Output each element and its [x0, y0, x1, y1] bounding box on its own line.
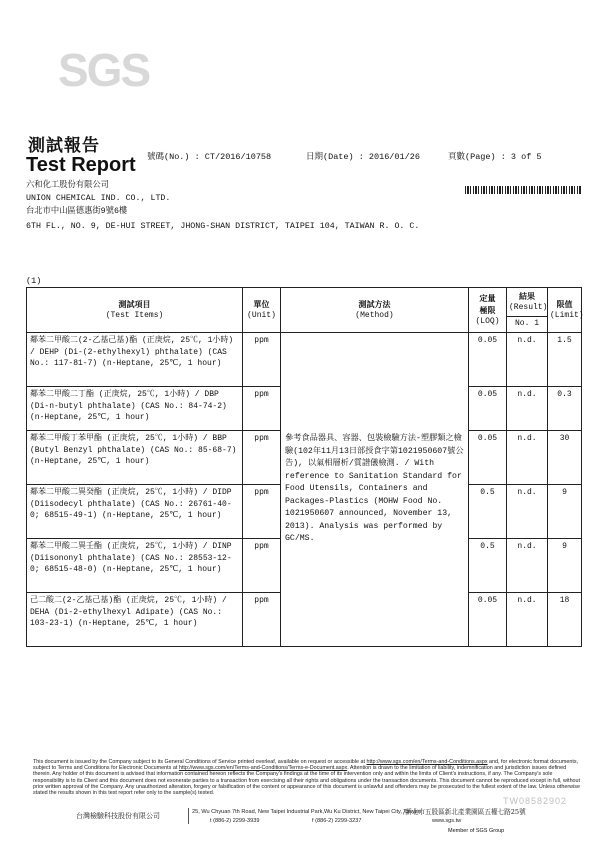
e-document-terms-link[interactable]: http://www.sgs.com/en/Terms-and-Conditions/Terms-e-Document.aspx — [178, 765, 348, 772]
disclaimer-text: This document is issued by the Company subject to its General Conditions of Service printed overleaf, available on request or accessible at — [33, 759, 367, 765]
client-address-cn: 台北市中山區德惠街9號6樓 — [26, 207, 128, 216]
loq-cell: 0.05 — [469, 387, 507, 431]
unit-cell: ppm — [243, 333, 281, 387]
result-cell: n.d. — [507, 539, 548, 593]
test-item-name: 己二酸二(2-乙基己基)酯 (正庚烷, 25℃, 1小時) / DEHA (Di-2-ethylhexyl Adipate) (CAS No.: 103-23-1) (n-Heptane, 25℃, 1 hour) — [27, 593, 243, 647]
header-test-items: 測試項目 (Test Items) — [27, 288, 243, 333]
footer-contact-bar — [76, 808, 581, 828]
report-date: 日期(Date) : 2016/01/26 — [306, 152, 420, 162]
header-result: 結果 (Result) No. 1 — [507, 288, 548, 333]
report-number: 號碼(No.) : CT/2016/10758 — [147, 152, 272, 162]
client-name-cn: 六和化工股份有限公司 — [26, 181, 109, 190]
company-website[interactable]: www.sgs.tw — [432, 818, 462, 824]
client-name-en: UNION CHEMICAL IND. CO., LTD. — [26, 194, 171, 203]
test-item-name: 鄰苯二甲酸二(2-乙基己基)酯 (正庚烷, 25℃, 1小時) / DEHP (Di-(2-ethylhexyl) phthalate) (CAS No.: 117-81-7) (n-Heptane, 25℃, 1 hour) — [27, 333, 243, 387]
company-fax: f (886-2) 2299-3237 — [312, 818, 362, 824]
loq-cell: 0.5 — [469, 485, 507, 539]
unit-cell: ppm — [243, 431, 281, 485]
unit-cell: ppm — [243, 539, 281, 593]
limit-cell: 9 — [548, 539, 582, 593]
header-loq: 定量 極限 (LOQ) — [469, 288, 507, 333]
disclaimer-text: . Attention is drawn to the limitation of liability, indemnification and jurisdiction issues defined therein. Any holder of this document is advised that information contained hereon reflects the Company's findings at the time of its intervention only and within the limits of Client's instructions, if any. The Company's sole responsibility is to its Client and this document does not exonerate parties to a transaction from exercising all their rights and obligations under the transaction documents. This document cannot be reproduced except in full, without prior written approval of the Company. Any unauthorized alteration, forgery or falsification of the content or appearance of this document is unlawful and offenders may be prosecuted to the fullest extent of the law. Unless otherwise stated the results shown in this test report refer only to the sample(s) tested. — [33, 765, 581, 797]
terms-link[interactable]: http://www.sgs.com/en/Terms-and-Conditions.aspx — [366, 759, 488, 765]
test-results-table — [26, 287, 582, 647]
loq-cell: 0.5 — [469, 539, 507, 593]
result-cell: n.d. — [507, 387, 548, 431]
unit-cell: ppm — [243, 593, 281, 647]
limit-cell: 30 — [548, 431, 582, 485]
member-of-sgs-group: Member of SGS Group — [448, 828, 505, 834]
section-label: (1) — [26, 276, 42, 286]
disclaimer-text: and, for electronic format documents, subject to Terms and Conditions for Electronic Documents at — [33, 759, 579, 772]
company-name-cn: 台灣檢驗科技股份有限公司 — [76, 812, 160, 820]
test-item-name: 鄰苯二甲酸二異癸酯 (正庚烷, 25℃, 1小時) / DIDP (Diisodecyl phthalate) (CAS No.: 26761-40-0; 68515-49-1) (n-Heptane, 25℃, 1 hour) — [27, 485, 243, 539]
result-cell: n.d. — [507, 333, 548, 387]
limit-cell: 9 — [548, 485, 582, 539]
client-address-en: 6TH FL., NO. 9, DE-HUI STREET, JHONG-SHAN DISTRICT, TAIPEI 104, TAIWAN R. O. C. — [26, 222, 420, 231]
sgs-logo: SGS — [58, 44, 150, 96]
unit-cell: ppm — [243, 387, 281, 431]
header-sample-no: No. 1 — [507, 316, 547, 330]
company-phone: t (886-2) 2299-3939 — [210, 818, 260, 824]
test-item-name: 鄰苯二甲酸丁苯甲酯 (正庚烷, 25℃, 1小時) / BBP (Butyl Benzyl phthalate) (CAS No.: 85-68-7) (n-Heptane, 25℃, 1 hour) — [27, 431, 243, 485]
test-item-name: 鄰苯二甲酸二異壬酯 (正庚烷, 25℃, 1小時) / DINP (Diisononyl phthalate) (CAS No.: 28553-12-0; 68515-48-0) (n-Heptane, 25℃, 1 hour) — [27, 539, 243, 593]
limit-cell: 18 — [548, 593, 582, 647]
result-cell: n.d. — [507, 593, 548, 647]
result-cell: n.d. — [507, 485, 548, 539]
legal-disclaimer — [33, 759, 581, 796]
barcode — [465, 186, 581, 194]
test-item-name: 鄰苯二甲酸二丁酯 (正庚烷, 25℃, 1小時) / DBP (Di-n-butyl phthalate) (CAS No.: 84-74-2) (n-Heptane, 25℃, 1 hour) — [27, 387, 243, 431]
loq-cell: 0.05 — [469, 431, 507, 485]
header-unit: 單位 (Unit) — [243, 288, 281, 333]
loq-cell: 0.05 — [469, 333, 507, 387]
header-limit: 限值 (Limit) — [548, 288, 582, 333]
company-address-cn: /新北市五股區新北產業園區五權七路25號 — [403, 808, 526, 816]
limit-cell: 1.5 — [548, 333, 582, 387]
method-cell: 參考食品器具、容器、包裝檢驗方法-塑膠類之檢驗(102年11月13日部授食字第1021950607號公告), 以氣相層析/質譜儀檢測. / With reference to Sanitation Standard for Food Utensils, Containers and Packages-Plastics (MOHW Food No. 1021950607 announced, November 13, 2013). Analysis was performed by GC/MS. — [281, 333, 469, 647]
report-title-cn: 測試報告 — [28, 136, 100, 156]
company-address-en: 25, Wu Chyuan 7th Road, New Taipei Industrial Park,Wu Ku District, New Taipei City, Taiwan — [192, 809, 421, 815]
result-cell: n.d. — [507, 431, 548, 485]
page-number: 頁數(Page) : 3 of 5 — [448, 152, 542, 162]
header-method: 測試方法 (Method) — [281, 288, 469, 333]
document-serial: TW08582902 — [503, 796, 568, 806]
unit-cell: ppm — [243, 485, 281, 539]
report-title-en: Test Report — [26, 154, 136, 176]
limit-cell: 0.3 — [548, 387, 582, 431]
loq-cell: 0.05 — [469, 593, 507, 647]
table-row — [27, 333, 582, 387]
